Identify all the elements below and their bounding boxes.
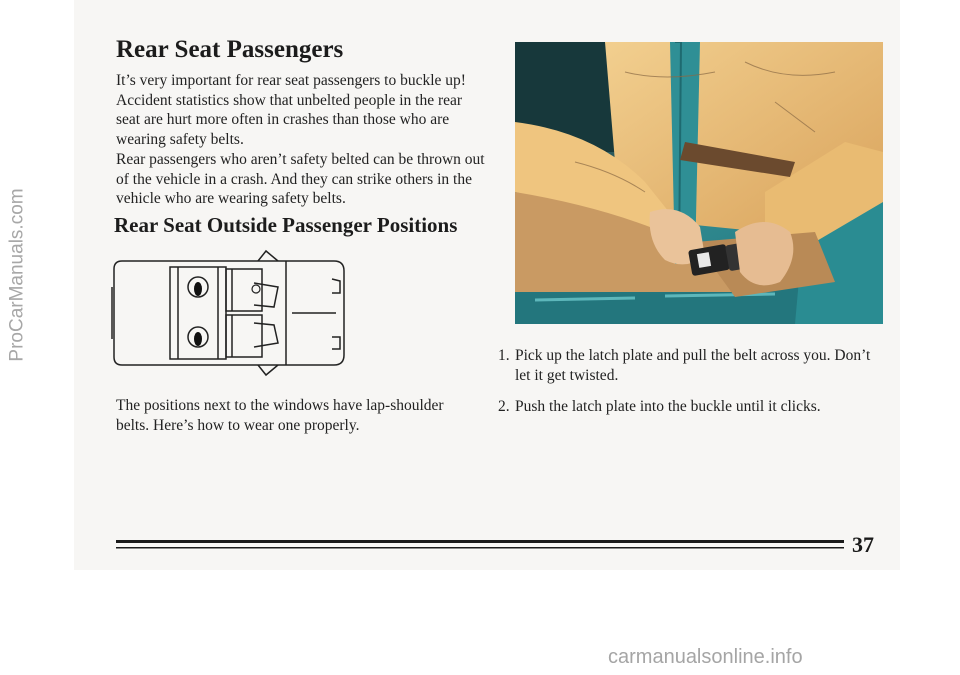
step-text: Push the latch plate into the buckle until it clicks. bbox=[515, 398, 821, 415]
watermark-bottom: carmanualsonline.info bbox=[608, 646, 803, 668]
heading-outside-positions: Rear Seat Outside Passenger Positions bbox=[114, 213, 458, 237]
occupant-marker-left bbox=[188, 277, 208, 297]
paragraph-intro: It’s very important for rear seat passengers to buckle up! Accident statistics show that unbelted people in the rear seat are hurt more often in crashes than those who are wearing safety belts. bbox=[116, 72, 466, 148]
step-number: 1. bbox=[498, 347, 510, 364]
buckling-belt-illustration bbox=[515, 42, 883, 324]
occupant-marker-right bbox=[188, 327, 208, 347]
footer-divider-rules bbox=[116, 540, 846, 554]
seat-positions-diagram bbox=[108, 247, 348, 382]
page-number: 37 bbox=[852, 532, 874, 557]
step-number: 2. bbox=[498, 398, 510, 415]
watermark-side bbox=[7, 110, 29, 440]
paragraph-thrown-out: Rear passengers who aren’t safety belted can be thrown out of the vehicle in a crash. And they can strike others in the vehicle who are wearing safety belts. bbox=[116, 151, 485, 207]
heading-rear-seat-passengers: Rear Seat Passengers bbox=[116, 36, 344, 63]
paragraph-lap-shoulder: The positions next to the windows have lap-shoulder belts. Here’s how to wear one properly. bbox=[116, 397, 444, 434]
step-text: Pick up the latch plate and pull the belt across you. Don’t let it get twisted. bbox=[515, 347, 871, 384]
watermark-side-text: ProCarManuals.com bbox=[7, 188, 29, 362]
